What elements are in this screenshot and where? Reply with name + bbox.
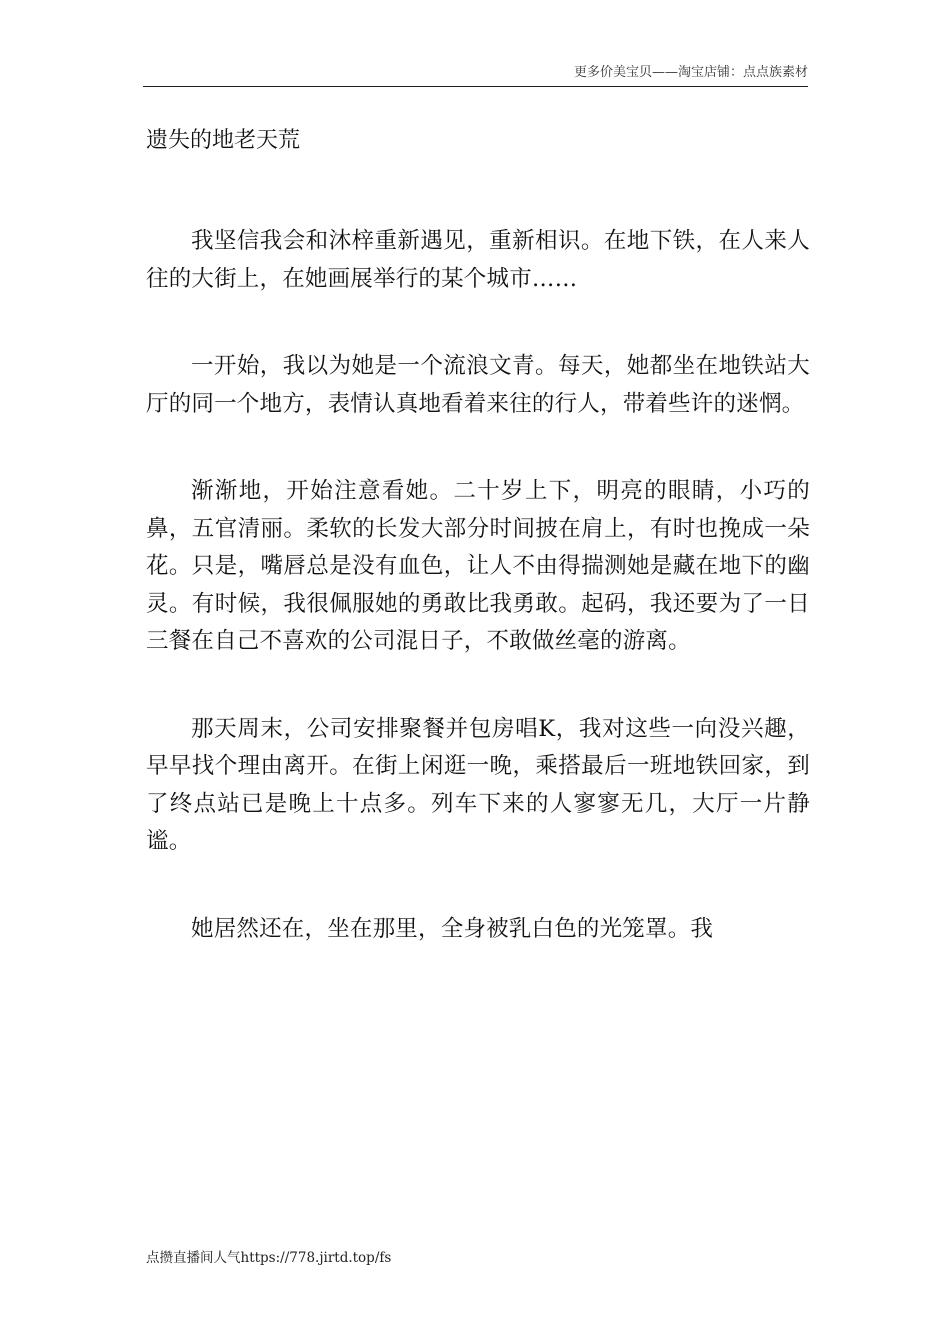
- page-header: [143, 62, 808, 87]
- page-footer: 点攒直播间人气https://778.jirtd.top/fs: [146, 1250, 392, 1266]
- paragraph-5: 她居然还在，坐在那里，全身被乳白色的光笼罩。我: [191, 915, 714, 942]
- document-title: 遗失的地老天荒: [146, 128, 301, 153]
- paragraph-4: 那天周末，公司安排聚餐并包房唱K，我对这些一向没兴趣，早早找个理由离开。在街上闲逛一晚，乘搭最后一班地铁回家，到了终点站已是晚上十点多。列车下来的人寥寥无几，大厅一片静谧。: [146, 715, 810, 854]
- header-text: 更多价美宝贝——淘宝店铺：点点族素材: [573, 65, 808, 80]
- paragraph-3: 渐渐地，开始注意看她。二十岁上下，明亮的眼睛，小巧的鼻，五官清丽。柔软的长发大部分时间披在肩上，有时也挽成一朵花。只是，嘴唇总是没有血色，让人不由得揣测她是藏在地下的幽灵。有时候，我很佩服她的勇敢比我勇敢。起码，我还要为了一日三餐在自己不喜欢的公司混日子，不敢做丝毫的游离。: [146, 478, 810, 654]
- paragraph-1: 我坚信我会和沐梓重新遇见，重新相识。在地下铁，在人来人往的大街上，在她画展举行的某个城市……: [146, 228, 810, 292]
- document-body: [146, 223, 810, 998]
- paragraph-2: 一开始，我以为她是一个流浪文青。每天，她都坐在地铁站大厅的同一个地方，表情认真地看着来往的行人，带着些许的迷惘。: [146, 353, 810, 417]
